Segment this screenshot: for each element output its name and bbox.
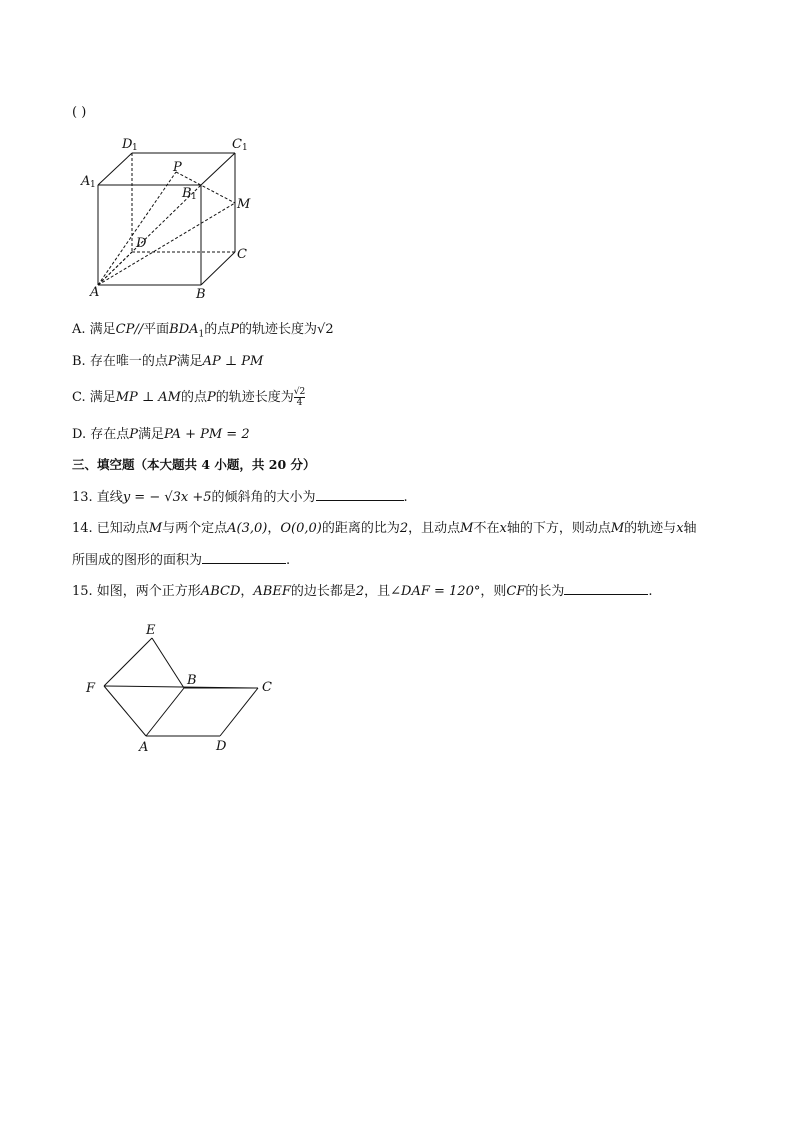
math: 2	[399, 521, 409, 536]
text: .	[648, 584, 653, 599]
math: ∠DAF = 120°	[390, 584, 481, 599]
section-header: 三、填空题（本大题共 4 小题，共 20 分）	[72, 457, 316, 472]
math: M	[148, 521, 163, 536]
math: ABEF	[253, 584, 291, 599]
label-d1-sub: 1	[132, 143, 138, 153]
text: 的边长都是	[290, 584, 356, 599]
text: 轴	[683, 521, 697, 536]
edge-a1d1	[98, 153, 132, 185]
text: ，则	[480, 584, 507, 599]
option-d-text: D. 存在点	[72, 427, 130, 442]
edge-fa	[104, 686, 146, 736]
label-m: M	[237, 197, 251, 212]
math: P	[167, 354, 177, 369]
edge-b1c1	[201, 153, 235, 185]
text: 的点	[181, 390, 208, 405]
text: 满足	[176, 354, 203, 369]
label-e: E	[146, 623, 156, 638]
math: P	[207, 390, 216, 405]
option-d	[72, 426, 250, 444]
answer-parentheses: ( )	[72, 105, 87, 120]
text: 13. 直线	[72, 490, 123, 505]
edge-fe	[104, 638, 152, 686]
label-c1: C	[232, 137, 242, 152]
text: ，且动点	[408, 521, 461, 536]
option-a	[72, 321, 334, 344]
label-b1: B	[182, 186, 192, 201]
math: x	[676, 521, 684, 536]
text: 不在	[473, 521, 500, 536]
math: P	[230, 322, 240, 337]
math: PA + PM = 2	[164, 427, 250, 442]
answer-blank[interactable]	[316, 488, 404, 501]
math: BDA	[169, 322, 199, 337]
fraction	[294, 387, 305, 408]
answer-blank[interactable]	[564, 582, 648, 595]
question-15	[72, 582, 653, 601]
text: 所围成的图形的面积为	[72, 553, 203, 568]
segment-am	[98, 203, 235, 285]
text: 的点	[204, 322, 231, 337]
fraction-denominator: 4	[296, 398, 303, 408]
text: 平面	[143, 322, 170, 337]
edge-cd	[220, 688, 258, 736]
label-a: A	[90, 285, 100, 300]
text: 的轨迹长度为	[215, 390, 294, 405]
math: A(3,0)	[227, 521, 268, 536]
math: MP ⊥ AM	[115, 390, 181, 405]
label-a1-sub: 1	[90, 180, 96, 190]
math: CP//	[115, 322, 144, 337]
option-b-text: B. 存在唯一的点	[72, 354, 168, 369]
label-c: C	[262, 680, 272, 695]
edge-eb	[152, 638, 184, 688]
question-14-line2	[72, 551, 290, 570]
label-b1-sub: 1	[191, 192, 197, 202]
text: 的倾斜角的大小为	[211, 490, 316, 505]
text: 满足	[137, 427, 164, 442]
text: 的轨迹长度为	[239, 322, 318, 337]
subscript: 1	[198, 329, 205, 340]
math: P	[129, 427, 138, 442]
text: 14. 已知动点	[72, 521, 149, 536]
option-a-text: A. 满足	[72, 322, 116, 337]
text: 与两个定点	[162, 521, 228, 536]
text: 的轨迹与	[624, 521, 677, 536]
segment-fc	[104, 686, 258, 688]
math: M	[460, 521, 474, 536]
fraction-numerator: √2	[293, 387, 306, 397]
answer-blank[interactable]	[202, 551, 286, 564]
label-d1: D	[122, 137, 133, 152]
math: 2	[355, 584, 365, 599]
math: y = − √3x +5	[122, 490, 212, 505]
option-b	[72, 353, 263, 371]
text: 15. 如图，两个正方形	[72, 584, 201, 599]
label-p: P	[173, 160, 182, 175]
edge-bc	[201, 252, 235, 285]
label-f: F	[86, 681, 96, 696]
segment-ap	[98, 172, 176, 285]
text: .	[403, 490, 408, 505]
math: CF	[506, 584, 526, 599]
question-13	[72, 488, 408, 507]
option-c	[72, 387, 305, 408]
question-14-line1	[72, 520, 697, 538]
label-b: B	[187, 673, 197, 688]
label-d: D	[216, 739, 227, 754]
text: 的距离的比为	[321, 521, 400, 536]
label-d: D	[136, 236, 147, 251]
text: 的长为	[525, 584, 565, 599]
label-a1: A	[81, 174, 91, 189]
edge-ab	[146, 688, 184, 736]
text: .	[286, 553, 291, 568]
text: ，	[240, 584, 254, 599]
math: O(0,0)	[280, 521, 322, 536]
label-b: B	[196, 287, 206, 302]
math: ABCD	[200, 584, 241, 599]
label-c1-sub: 1	[242, 143, 248, 153]
text: ，	[267, 521, 281, 536]
label-a: A	[139, 740, 149, 755]
text: ，且	[364, 584, 391, 599]
squares-figure	[80, 618, 290, 758]
label-c: C	[237, 247, 247, 262]
cube-figure	[70, 130, 270, 310]
math: x	[499, 521, 507, 536]
math: √2	[317, 322, 334, 337]
option-c-text: C. 满足	[72, 390, 116, 405]
text: 轴的下方，则动点	[506, 521, 611, 536]
math: M	[610, 521, 625, 536]
math: AP ⊥ PM	[202, 354, 264, 369]
